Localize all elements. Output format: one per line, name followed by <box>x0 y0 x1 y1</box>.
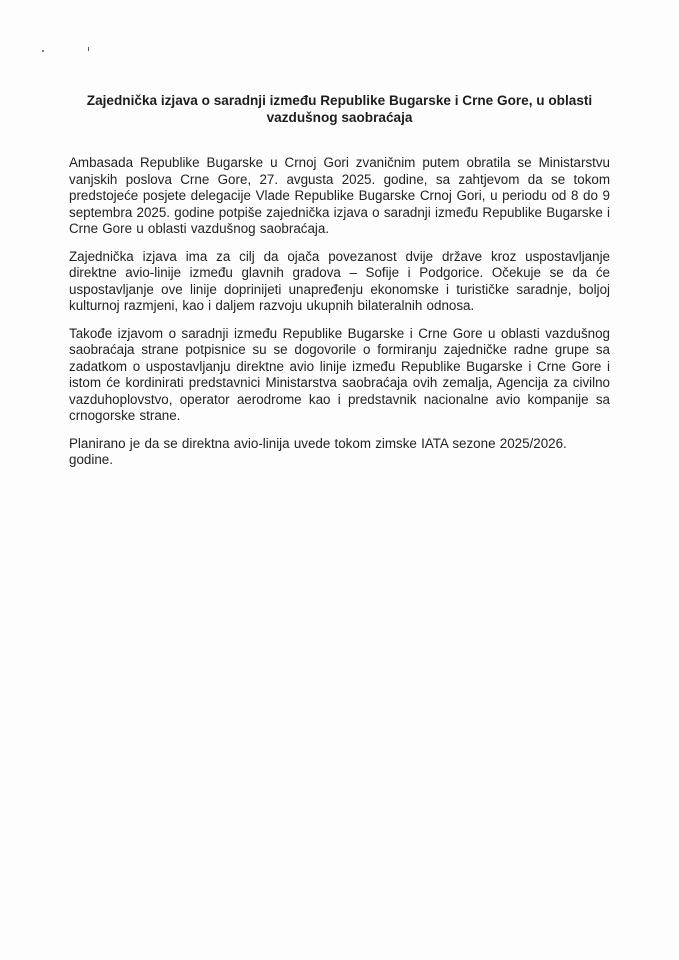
paragraph-3: Takođe izjavom o saradnji između Republike Bugarske i Crne Gore u oblasti vazdušnog saobraćaja strane potpisnice su se dogovorile o formiranju zajedničke radne grupe sa zadatkom o uspostavljanju direktne avio linije između Republike Bugarske i Crne Gore i istom će kordinirati predstavnici Ministarstva saobraćaja ovih zemalja, Agencija za civilno vazduhoplovstvo, operator aerodrome kao i predstavnik nacionalne avio kompanije sa crnogorske strane. <box>69 325 610 423</box>
paragraph-4: Planirano je da se direktna avio-linija uvede tokom zimske IATA sezone 2025/2026. godine. <box>69 435 567 467</box>
document-body <box>69 155 610 480</box>
document-title: Zajednička izjava o saradnji između Republike Bugarske i Crne Gore, u oblasti vazdušnog saobraćaja <box>86 93 593 125</box>
scan-speck <box>42 50 44 52</box>
paragraph-1: Ambasada Republike Bugarske u Crnoj Gori zvaničnim putem obratila se Ministarstvu vanjskih poslova Crne Gore, 27. avgusta 2025. godine, sa zahtjevom da se tokom predstojeće posjete delegacije Vlade Republike Bugarske Crnoj Gori, u periodu od 8 do 9 septembra 2025. godine potpiše zajednička izjava o saradnji između Republike Bugarske i Crne Gore u oblasti vazdušnog saobraćaja. <box>69 155 610 236</box>
scan-speck <box>88 47 89 51</box>
paragraph-2: Zajednička izjava ima za cilj da ojača povezanost dvije države kroz uspostavljanje direktne avio-linije između glavnih gradova – Sofije i Podgorice. Očekuje se da će uspostavljanje ove linije doprinijeti unapređenju ekonomske i turističke saradnje, boljoj kulturnoj razmjeni, kao i daljem razvoju ukupnih bilateralnih odnosa. <box>69 248 610 313</box>
